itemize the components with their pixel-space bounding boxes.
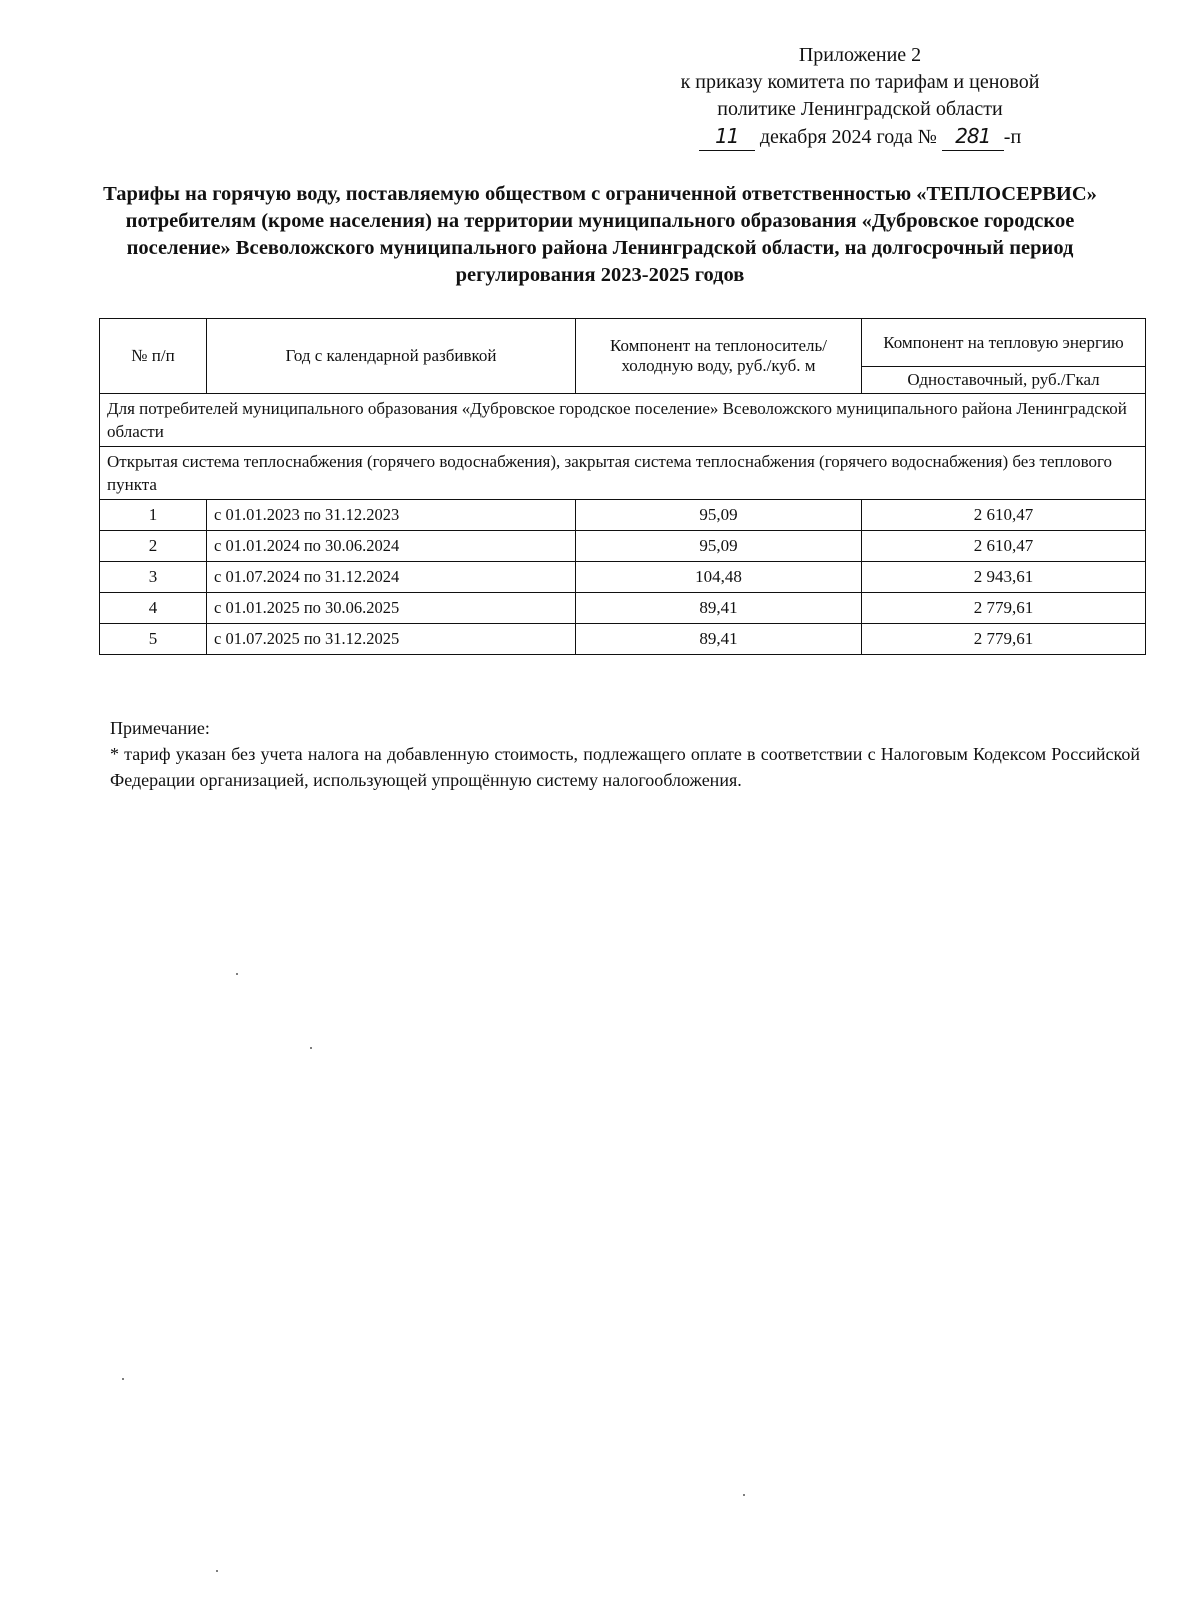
table-row xyxy=(100,624,1146,655)
row-num: 5 xyxy=(100,624,207,655)
group-system-text: Открытая система теплоснабжения (горячего водоснабжения), закрытая система теплоснабжения (горячего водоснабжения) без теплового пункта xyxy=(100,447,1146,500)
row-water-value: 95,09 xyxy=(576,500,862,531)
row-heat-value: 2 943,61 xyxy=(862,562,1146,593)
appendix-line-3: политике Ленинградской области xyxy=(717,98,1003,120)
row-water-value: 95,09 xyxy=(576,531,862,562)
scan-speck xyxy=(122,1378,124,1380)
table-header-row xyxy=(100,319,1146,367)
group-consumers-text: Для потребителей муниципального образования «Дубровское городское поселение» Всеволожского муниципального района Ленинградской области xyxy=(100,394,1146,447)
row-period: с 01.01.2025 по 30.06.2025 xyxy=(207,593,576,624)
table-row xyxy=(100,500,1146,531)
appendix-line-1: Приложение 2 xyxy=(798,44,922,66)
scan-speck xyxy=(310,1047,312,1049)
row-period: с 01.01.2023 по 31.12.2023 xyxy=(207,500,576,531)
group-row-consumers xyxy=(100,394,1146,447)
tariff-table xyxy=(99,318,1146,655)
order-number-suffix: -п xyxy=(1003,126,1022,148)
table-row xyxy=(100,593,1146,624)
row-heat-value: 2 610,47 xyxy=(862,500,1146,531)
order-day-handwritten: 11 xyxy=(699,123,755,151)
row-heat-value: 2 779,61 xyxy=(862,624,1146,655)
group-row-system xyxy=(100,447,1146,500)
header-year: Год с календарной разбивкой xyxy=(207,319,576,394)
note-text: * тариф указан без учета налога на добавленную стоимость, подлежащего оплате в соответствии с Налоговым Кодексом Российской Федерации организацией, использующей упрощённую систему налогообложения. xyxy=(110,744,1140,790)
scan-speck xyxy=(216,1570,218,1572)
note-section xyxy=(110,715,1140,793)
header-heat-component: Компонент на тепловую энергию xyxy=(862,319,1146,367)
appendix-line-2: к приказу комитета по тарифам и ценовой xyxy=(680,71,1040,93)
row-num: 3 xyxy=(100,562,207,593)
row-period: с 01.01.2024 по 30.06.2024 xyxy=(207,531,576,562)
row-num: 1 xyxy=(100,500,207,531)
order-date-line xyxy=(600,123,1120,151)
table-row xyxy=(100,531,1146,562)
scan-speck xyxy=(743,1494,745,1496)
row-num: 4 xyxy=(100,593,207,624)
table-row xyxy=(100,562,1146,593)
row-period: с 01.07.2024 по 31.12.2024 xyxy=(207,562,576,593)
header-num: № п/п xyxy=(100,319,207,394)
row-num: 2 xyxy=(100,531,207,562)
note-label: Примечание: xyxy=(110,718,210,738)
row-heat-value: 2 610,47 xyxy=(862,531,1146,562)
row-heat-value: 2 779,61 xyxy=(862,593,1146,624)
order-number-handwritten: 281 xyxy=(942,123,1004,151)
header-heat-single-rate: Одноставочный, руб./Гкал xyxy=(862,367,1146,394)
document-title: Тарифы на горячую воду, поставляемую обществом с ограниченной ответственностью «ТЕПЛОСЕРВИС» потребителям (кроме населения) на территории муниципального образования «Дубровское городское поселение» Всеволожского муниципального района Ленинградской области, на долгосрочный период регулирования 2023-2025 годов xyxy=(103,183,1097,286)
row-period: с 01.07.2025 по 31.12.2025 xyxy=(207,624,576,655)
order-date-text: декабря 2024 года № xyxy=(759,126,937,148)
row-water-value: 104,48 xyxy=(576,562,862,593)
row-water-value: 89,41 xyxy=(576,624,862,655)
header-water-component: Компонент на теплоноситель/ холодную воду, руб./куб. м xyxy=(576,319,862,394)
appendix-header xyxy=(600,42,1120,151)
scan-speck xyxy=(236,973,238,975)
row-water-value: 89,41 xyxy=(576,593,862,624)
